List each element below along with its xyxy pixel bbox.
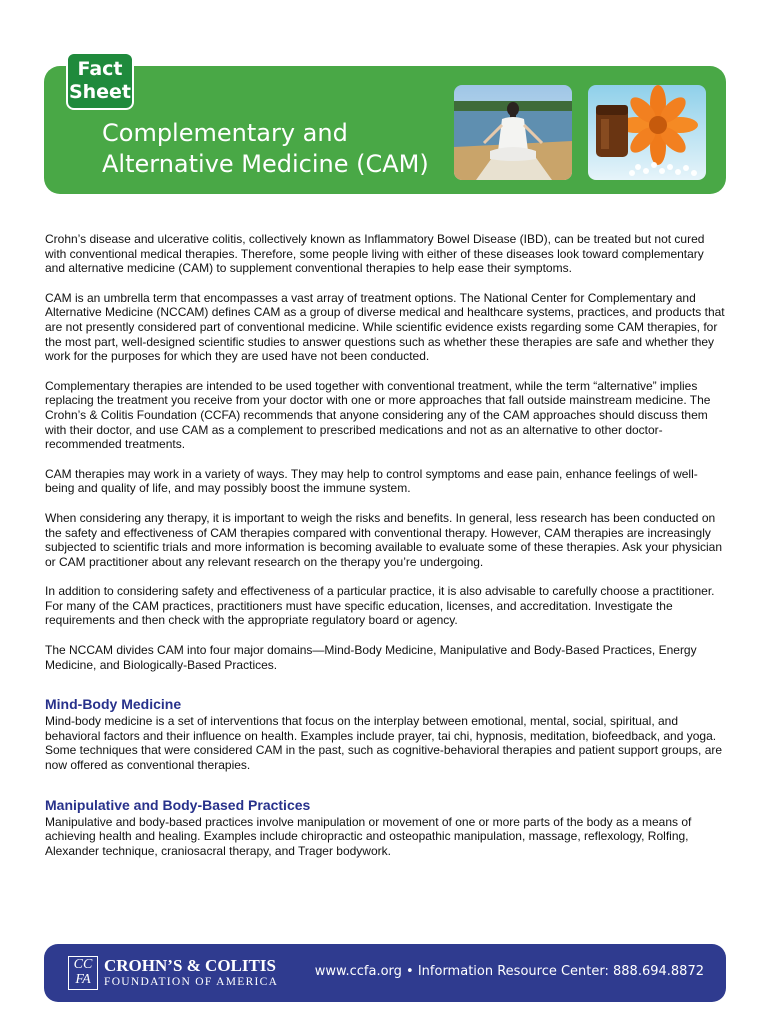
paragraph: CAM therapies may work in a variety of ways. They may help to control symptoms and ease pain, enhance feelings of well-being and quality of life, and may possibly boost the immune system. xyxy=(45,466,698,496)
paragraph: Complementary therapies are intended to be used together with conventional treatment, while the term “alternative” implies replacing the treatment you receive from your doctor with one or more approaches that fall outside mainstream medicine. The Crohn’s & Colitis Foundation (CCFA) recommends that anyone considering any of the CAM approaches should discuss them with their doctor, and use CAM as a complement to prescribed medications and not as an alternative to other doctor-recommended treatments. xyxy=(45,378,711,452)
logo-mark-top: CC xyxy=(73,957,93,972)
section-text-mind-body: Mind-body medicine is a set of interventions that focus on the interplay between emotional, mental, social, spiritual, and behavioral factors and their influence on health. Examples include prayer, tai chi, hypnosis, meditation, biofeedback, and yoga. Some techniques that were considered CAM in the past, such as cognitive-behavioral therapies and patient support groups, are now offered as conventional therapies. xyxy=(45,714,723,773)
org-name-line-2: FOUNDATION OF AMERICA xyxy=(104,976,279,988)
badge-line-1: Fact xyxy=(77,58,123,80)
logo-mark-bottom: FA xyxy=(75,972,91,987)
paragraph: The NCCAM divides CAM into four major domains—Mind-Body Medicine, Manipulative and Body-Based Practices, Energy Medicine, and Biologically-Based Practices. xyxy=(45,643,697,672)
badge-line-2: Sheet xyxy=(68,81,132,103)
org-name-line-1: CROHN’S & COLITIS xyxy=(104,956,276,975)
ccfa-logo-icon xyxy=(68,956,98,990)
title-line-1: Complementary and xyxy=(102,119,348,147)
title-line-2: Alternative Medicine (CAM) xyxy=(102,150,429,178)
footer-bar xyxy=(44,944,726,1002)
org-name xyxy=(104,957,278,989)
meditation-photo xyxy=(454,85,572,180)
paragraph: Crohn’s disease and ulcerative colitis, collectively known as Inflammatory Bowel Disease (IBD), can be treated but not cured with conventional medical therapies. Therefore, some people living with either of these diseases look toward complementary and alternative medicine (CAM) to supplement conventional therapies to help ease their symptoms. xyxy=(45,232,705,276)
page-title xyxy=(102,118,429,180)
paragraph: When considering any therapy, it is important to weigh the risks and benefits. In general, less research has been conducted on the safety and effectiveness of CAM therapies compared with conventional therapy. However, CAM therapies are increasingly subjected to scientific trials and more information is becoming available to evaluate some of these therapies. Ask your physician or CAM practitioner about any relevant research on the therapy you’re undergoing. xyxy=(45,510,723,569)
section-text-manipulative: Manipulative and body-based practices involve manipulation or movement of one or more parts of the body as a means of achieving health and healing. Examples include chiropractic and osteopathic manipulation, massage, reflexology, Rolfing, Alexander technique, craniosacral therapy, and Trager bodywork. xyxy=(45,814,692,858)
fact-sheet-badge xyxy=(66,52,134,110)
flower-remedy-photo xyxy=(588,85,706,180)
section-heading-mind-body: Mind-Body Medicine xyxy=(45,696,182,713)
section-heading-manipulative: Manipulative and Body-Based Practices xyxy=(45,796,311,813)
paragraph: In addition to considering safety and effectiveness of a particular practice, it is also advisable to carefully choose a practitioner. For many of the CAM practices, practitioners must have specific education, licenses, and accreditation. Investigate the requirements and then check with the appropriate regulatory board or agency. xyxy=(45,584,715,628)
contact-info: www.ccfa.org • Information Resource Center: 888.694.8872 xyxy=(314,964,704,979)
article-body xyxy=(45,232,725,873)
paragraph: CAM is an umbrella term that encompasses a vast array of treatment options. The National Center for Complementary and Alternative Medicine (NCCAM) defines CAM as a group of diverse medical and healthcare systems, practices, and products that are not presently considered part of conventional medicine. While scientific evidence exists regarding some CAM therapies, for the most part, well-designed scientific studies to answer questions such as whether these therapies are safe and whether they work for the purposes for which they are used have not been conducted. xyxy=(45,290,725,364)
